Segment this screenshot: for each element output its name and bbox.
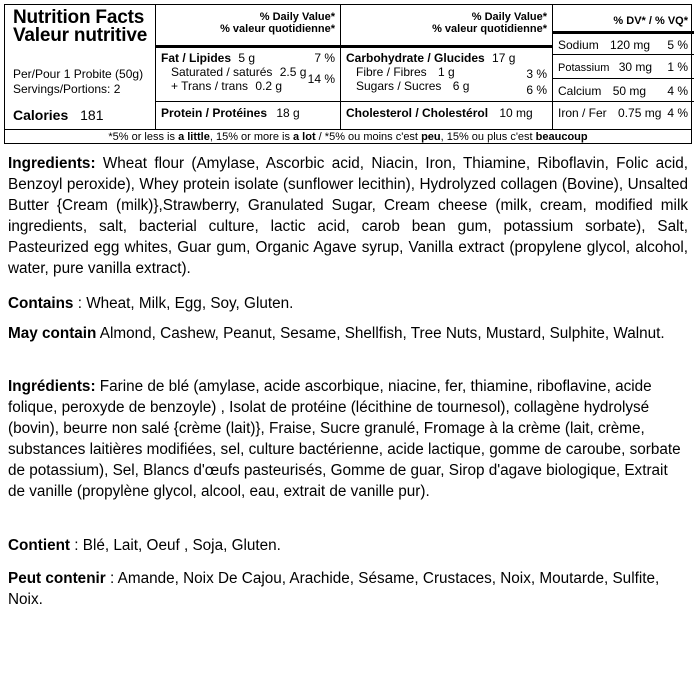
saturated-value: 2.5 g xyxy=(279,65,307,79)
ingredients-en-text: Wheat flour (Amylase, Ascorbic acid, Niacin, Iron, Thiamine, Riboflavin, Folic acid, Benzoyl peroxide), Whey protein isolate (sunflower lecithin), Hydrolyzed collagen (Bovine), Unsalted Butter {Cream (milk)},Strawberry, Granulated Sugar, Cream cheese (milk, cream, modified milk ingredients, salt, bacterial culture, lactic acid, carob bean gum, potassium sorbate), Salt, Pasteurized egg whites, Guar gum, Organic Agave syrup, Vanilla extract (propylene glycol, alcohol, water, pure vanilla extract). xyxy=(8,155,688,277)
trans-value: 0.2 g xyxy=(255,79,283,93)
carb-value: 17 g xyxy=(492,51,516,65)
contains-en-text: : Wheat, Milk, Egg, Soy, Gluten. xyxy=(73,295,294,312)
fat-column xyxy=(155,5,341,129)
fat-pct: 7 % xyxy=(314,51,335,65)
protein-value: 18 g xyxy=(276,106,300,120)
potassium-label: Potassium xyxy=(558,62,610,74)
fibre-pct: 3 % xyxy=(526,67,547,81)
calcium-pct: 4 % xyxy=(667,84,688,98)
contient-fr-text: : Blé, Lait, Oeuf , Soja, Gluten. xyxy=(70,537,281,554)
cholesterol-value: 10 mg xyxy=(499,106,533,120)
contains-en-label: Contains xyxy=(8,295,74,312)
calcium-label: Calcium xyxy=(558,84,602,98)
calories-label: Calories xyxy=(13,107,69,123)
sugars-pct: 6 % xyxy=(526,83,547,97)
daily-value-footnote: *5% or less is a little, 15% or more is a lot / *5% ou moins c'est peu, 15% ou plus c'est beaucoup xyxy=(5,129,691,145)
dv-header-combined: % DV* / % VQ* xyxy=(613,15,688,27)
fibre-label: Fibre / Fibres xyxy=(356,65,427,79)
nutrition-facts-panel xyxy=(4,4,692,144)
dv-header-en: % Daily Value* xyxy=(259,11,335,23)
ingredients-en-label: Ingredients: xyxy=(8,155,96,172)
saturated-trans-pct: 14 % xyxy=(307,72,335,86)
may-contain-en xyxy=(8,323,688,344)
ingredients-fr xyxy=(8,376,688,502)
ingredients-fr-text: Farine de blé (amylase, acide ascorbique, niacine, fer, thiamine, riboflavine, acide folique, peroxyde de benzoyle) , Isolat de protéine (lécithine de tournesol), collagène hydrolysé (bovin), beurre non salé {crème (lait)}, Fraise, Sucre granulé, Fromage à la crème (lait, crème, substances laitières modifiées, sel, culture bactérienne, acide lactique, gomme de caroube, sorbate de potassium), Sel, Blancs d'œufs pasteurisés, Gomme de guar, Sirop d'agave biologique, Extrait de vanille (propylène glycol, alcool, eau, extrait de vanille pur). xyxy=(8,378,681,500)
sodium-value: 120 mg xyxy=(610,38,651,52)
minerals-column xyxy=(552,5,694,129)
dv-header-fr: % valeur quotidienne* xyxy=(220,23,335,35)
dv-header-fr-2: % valeur quotidienne* xyxy=(432,23,547,35)
ingredients-fr-label: Ingrédients: xyxy=(8,378,96,395)
carbohydrate-column xyxy=(340,5,553,129)
calcium-value: 50 mg xyxy=(612,84,647,98)
fibre-value: 1 g xyxy=(438,65,455,79)
fat-label: Fat / Lipides xyxy=(161,51,232,65)
sodium-pct: 5 % xyxy=(667,38,688,52)
protein-label: Protein / Protéines xyxy=(161,106,268,120)
peut-contenir-fr xyxy=(8,568,688,610)
may-contain-en-label: May contain xyxy=(8,325,97,342)
fat-value: 5 g xyxy=(238,51,256,65)
peut-contenir-fr-label: Peut contenir xyxy=(8,570,106,587)
carb-label: Carbohydrate / Glucides xyxy=(346,51,485,65)
contient-fr xyxy=(8,535,688,556)
contient-fr-label: Contient xyxy=(8,537,71,554)
iron-value: 0.75 mg xyxy=(618,106,662,120)
may-contain-en-text: Almond, Cashew, Peanut, Sesame, Shellfish, Tree Nuts, Mustard, Sulphite, Walnut. xyxy=(96,325,665,342)
saturated-label: Saturated / saturés xyxy=(171,65,273,79)
potassium-value: 30 mg xyxy=(618,60,653,74)
sodium-label: Sodium xyxy=(558,38,599,52)
calories-value: 181 xyxy=(80,107,104,123)
serving-size: Per/Pour 1 Probite (50g) xyxy=(13,67,144,81)
sugars-value: 6 g xyxy=(452,79,470,93)
ingredients-en xyxy=(8,153,688,279)
trans-label: + Trans / trans xyxy=(171,79,249,93)
title-fr: Valeur nutritive xyxy=(13,25,148,46)
potassium-pct: 1 % xyxy=(667,60,688,74)
iron-pct: 4 % xyxy=(667,106,688,120)
iron-label: Iron / Fer xyxy=(558,106,607,120)
dv-header-en-2: % Daily Value* xyxy=(471,11,547,23)
sugars-label: Sugars / Sucres xyxy=(356,79,442,93)
title-en: Nutrition Facts xyxy=(13,7,145,28)
servings-count: Servings/Portions: 2 xyxy=(13,82,121,96)
peut-contenir-fr-text: : Amande, Noix De Cajou, Arachide, Sésame, Crustaces, Noix, Moutarde, Sulfite, Noix. xyxy=(8,570,660,608)
panel-title-column xyxy=(5,5,155,129)
cholesterol-label: Cholesterol / Cholestérol xyxy=(346,106,489,120)
contains-en xyxy=(8,293,688,314)
